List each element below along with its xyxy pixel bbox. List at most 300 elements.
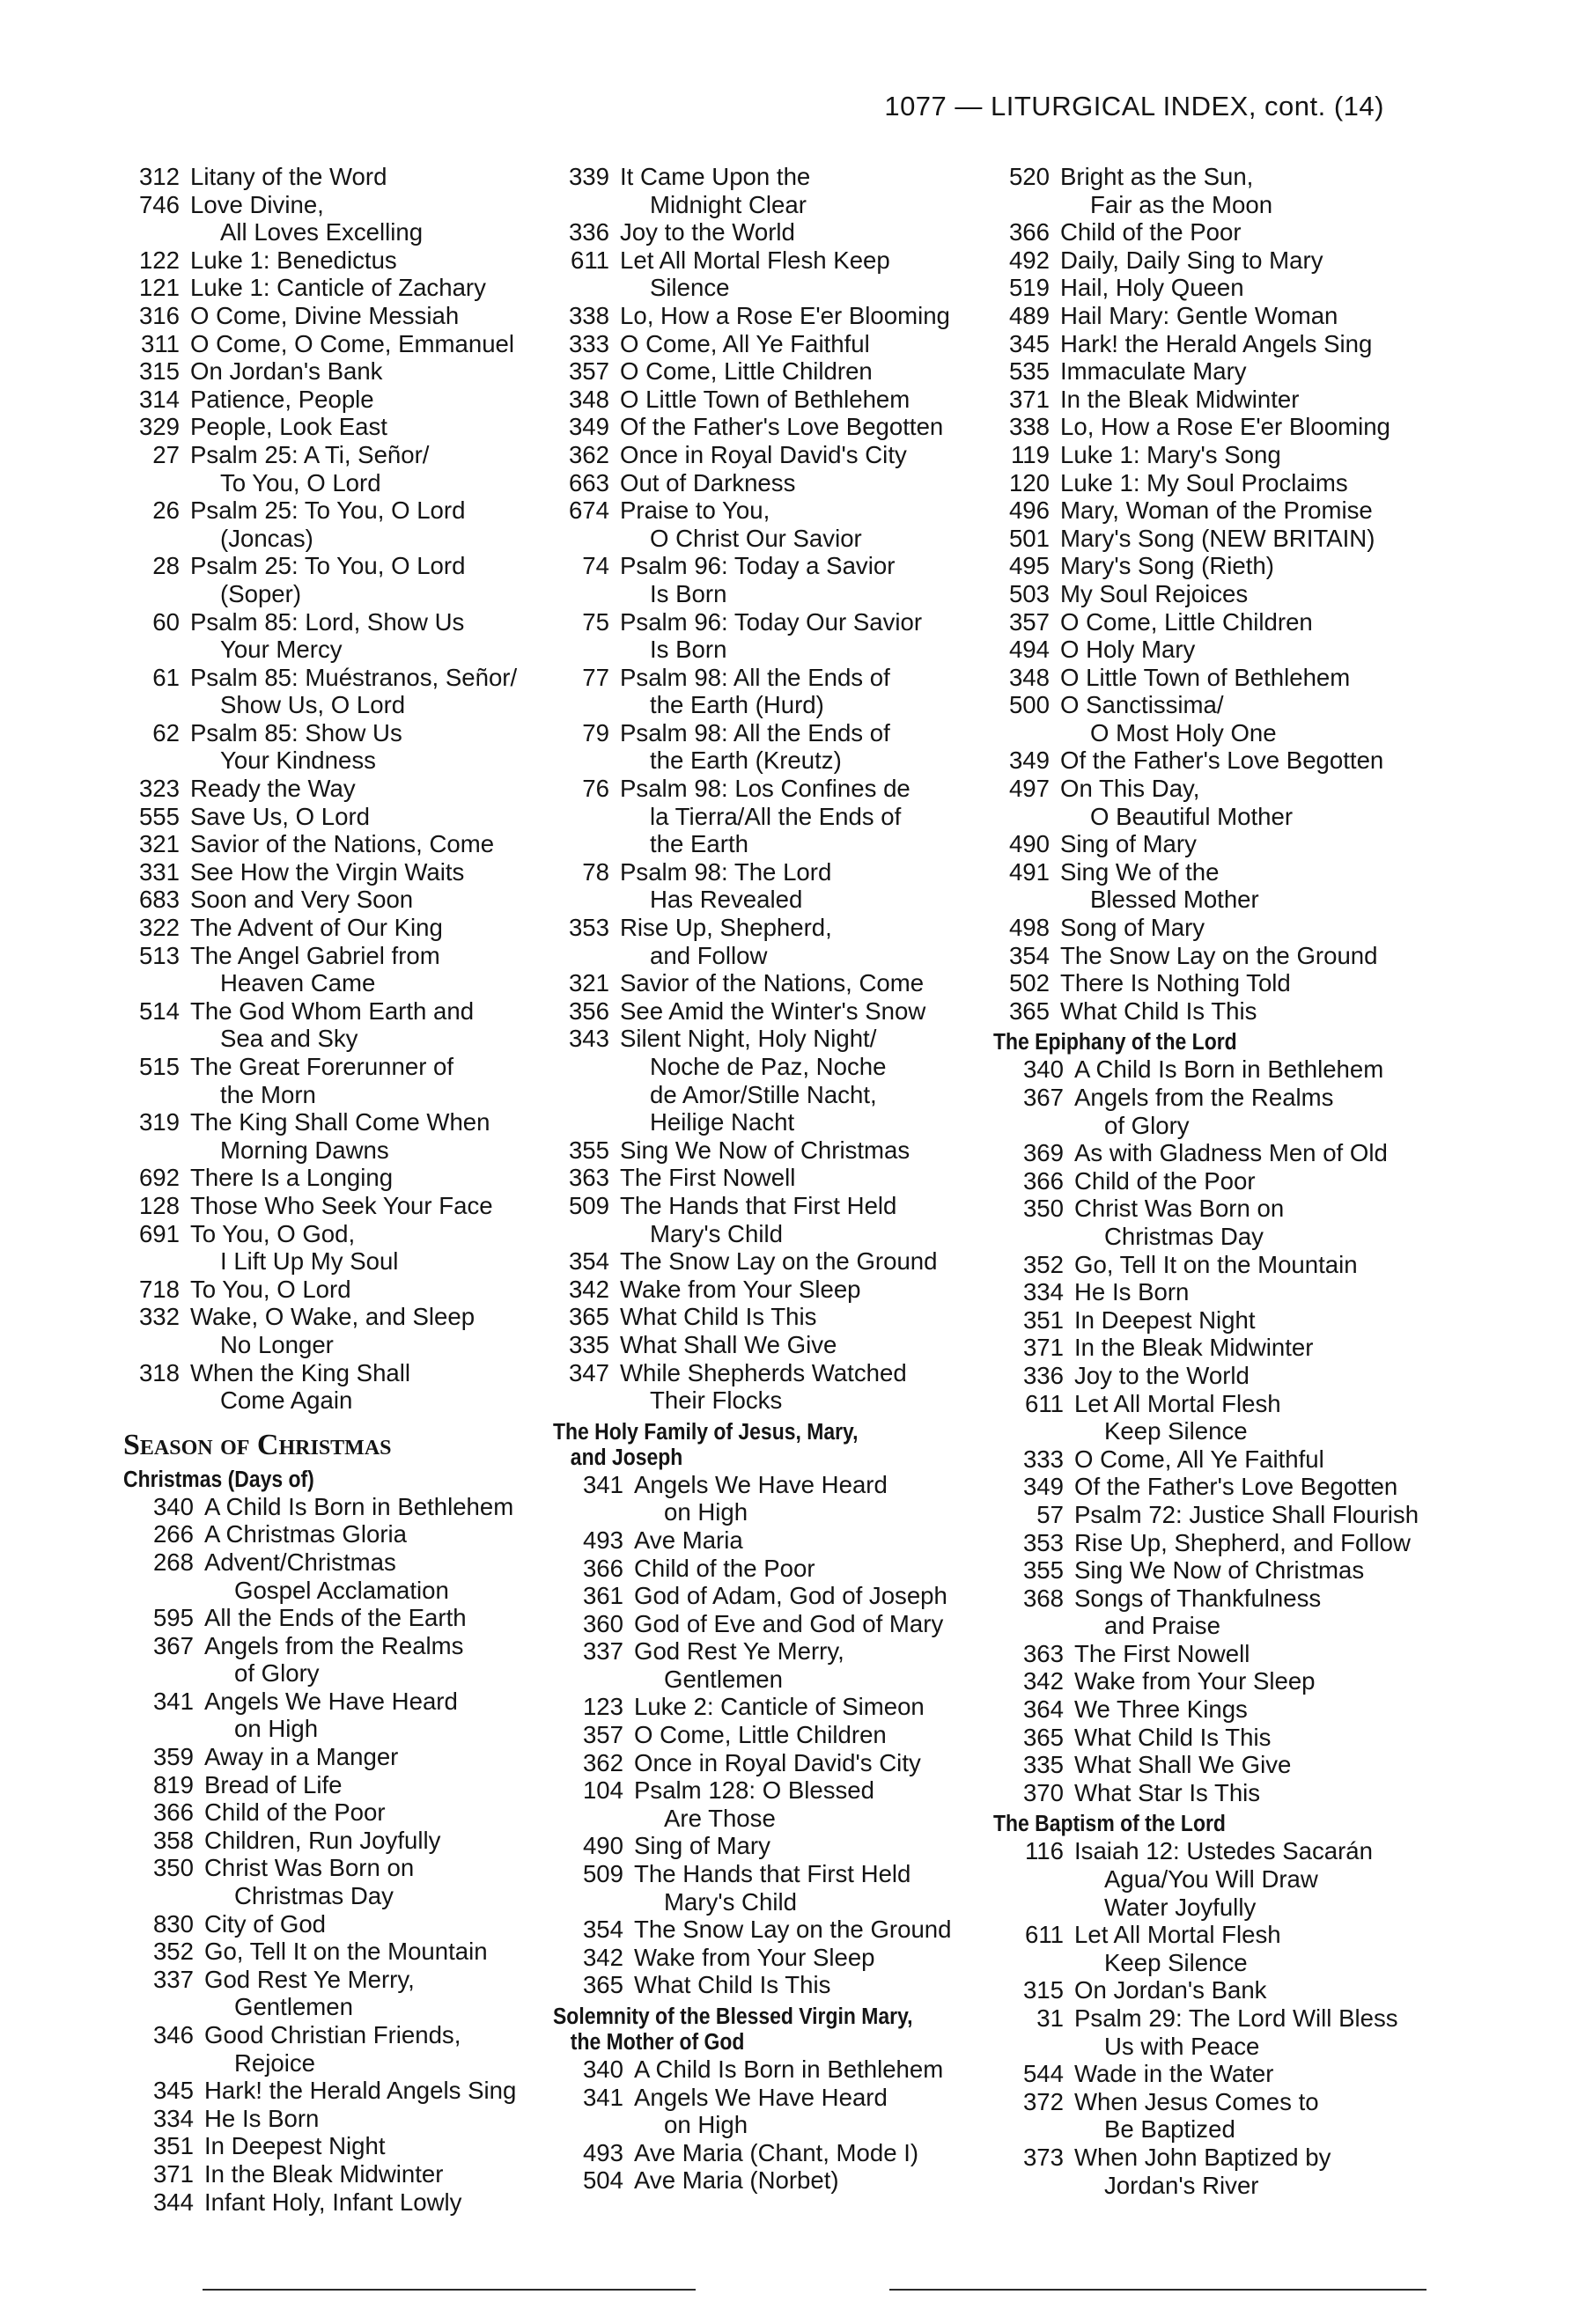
hymn-title bbox=[620, 914, 1011, 969]
hymn-number: 78 bbox=[582, 857, 609, 886]
hymn-number: 321 bbox=[138, 830, 180, 858]
hymn-title bbox=[620, 1192, 1011, 1247]
index-entry bbox=[553, 2056, 1011, 2084]
hymn-number: 357 bbox=[568, 357, 609, 386]
hymn-title bbox=[1074, 2088, 1451, 2144]
hymn-title-line: We Three Kings bbox=[1074, 1695, 1248, 1724]
hymn-number: 595 bbox=[152, 1604, 194, 1632]
index-entry bbox=[553, 1860, 1011, 1916]
hymn-title bbox=[190, 1192, 581, 1220]
hymn-number: 60 bbox=[152, 607, 180, 636]
hymn-title bbox=[1060, 274, 1451, 302]
index-entry bbox=[553, 246, 1011, 302]
hymn-title bbox=[1074, 1334, 1451, 1362]
index-entry bbox=[993, 1473, 1451, 1501]
hymn-title-line: Child of the Poor bbox=[204, 1798, 386, 1827]
hymn-number: 514 bbox=[138, 997, 180, 1025]
hymn-title-line: Mary's Song (Rieth) bbox=[1060, 552, 1274, 580]
hymn-title bbox=[190, 1164, 581, 1192]
hymn-number: 492 bbox=[1008, 246, 1050, 274]
hymn-title-line: Psalm 98: All the Ends of bbox=[620, 663, 890, 691]
footer-rule bbox=[889, 2289, 1426, 2291]
hymn-title bbox=[190, 441, 581, 496]
hymn-number: 490 bbox=[1008, 830, 1050, 858]
hymn-title-line: Christmas Day bbox=[234, 1882, 394, 1910]
hymn-title-line: God Rest Ye Merry, bbox=[204, 1965, 415, 1993]
hymn-title bbox=[1074, 1837, 1451, 1921]
hymn-title-line: Sing We Now of Christmas bbox=[1074, 1556, 1365, 1585]
index-entry bbox=[993, 1084, 1451, 1139]
hymn-title-line: Angels from the Realms bbox=[1074, 1084, 1334, 1111]
hymn-title-line: la Tierra/All the Ends of bbox=[650, 802, 902, 830]
hymn-title bbox=[1074, 1667, 1451, 1695]
hymn-title-line: Rejoice bbox=[234, 2048, 316, 2077]
hymn-title bbox=[634, 1971, 1011, 1999]
hymn-title bbox=[204, 1632, 581, 1688]
hymn-title-line: God Rest Ye Merry, bbox=[634, 1637, 844, 1666]
hymn-title bbox=[190, 775, 581, 803]
hymn-title-line: It Came Upon the bbox=[620, 163, 811, 190]
hymn-title-line: Agua/You Will Draw bbox=[1104, 1865, 1318, 1894]
occasion-heading-line: Christmas (Days of) bbox=[123, 1467, 314, 1492]
hymn-title-line: O Little Town of Bethlehem bbox=[620, 385, 910, 413]
index-entry bbox=[993, 330, 1451, 358]
hymn-title-line: What Shall We Give bbox=[620, 1330, 837, 1358]
index-entry bbox=[553, 218, 1011, 246]
hymn-number: 371 bbox=[1022, 1334, 1064, 1362]
index-entry bbox=[123, 2132, 581, 2160]
occasion-heading-line: and Joseph bbox=[570, 1445, 683, 1470]
hymn-number: 340 bbox=[582, 2056, 623, 2083]
hymn-title-line: Bread of Life bbox=[204, 1770, 343, 1798]
hymn-title-line: Once in Royal David's City bbox=[620, 440, 907, 468]
hymn-title-line: In Deepest Night bbox=[1074, 1305, 1256, 1334]
hymn-title-line: Songs of Thankfulness bbox=[1074, 1584, 1322, 1612]
hymn-number: 366 bbox=[1022, 1166, 1064, 1195]
hymn-title bbox=[620, 163, 1011, 218]
hymn-title bbox=[1060, 775, 1451, 830]
hymn-number: 691 bbox=[138, 1219, 180, 1247]
running-head: 1077 — LITURGICAL INDEX, cont. (14) bbox=[884, 91, 1384, 121]
hymn-title-line: Luke 2: Canticle of Simeon bbox=[634, 1693, 925, 1721]
hymn-title-line: Let All Mortal Flesh bbox=[1074, 1921, 1281, 1949]
hymn-title-line: Of the Father's Love Begotten bbox=[1060, 746, 1384, 775]
hymn-number: 104 bbox=[582, 1776, 623, 1805]
hymn-number: 367 bbox=[152, 1631, 194, 1659]
hymn-title bbox=[634, 1860, 1011, 1916]
hymn-title bbox=[190, 1303, 581, 1358]
hymn-number: 357 bbox=[1008, 607, 1050, 636]
index-entry bbox=[123, 858, 581, 886]
hymn-title bbox=[634, 1693, 1011, 1721]
hymn-title-line: the Morn bbox=[220, 1080, 316, 1108]
hymn-title bbox=[190, 997, 581, 1053]
hymn-title bbox=[1060, 830, 1451, 858]
hymn-title-line: What Child Is This bbox=[1060, 997, 1257, 1025]
occasion-heading bbox=[123, 1467, 535, 1493]
hymn-title bbox=[1074, 1976, 1451, 2004]
hymn-number: 520 bbox=[1008, 163, 1050, 190]
hymn-title bbox=[634, 1832, 1011, 1860]
hymn-title bbox=[1060, 580, 1451, 608]
hymn-title-line: of Glory bbox=[234, 1659, 320, 1688]
hymn-title-line: Psalm 96: Today a Savior bbox=[620, 552, 896, 580]
hymn-number: 361 bbox=[582, 1582, 623, 1610]
hymn-number: 343 bbox=[568, 1025, 609, 1053]
hymn-number: 315 bbox=[138, 357, 180, 386]
hymn-title-line: Luke 1: Canticle of Zachary bbox=[190, 274, 486, 302]
hymn-number: 350 bbox=[152, 1854, 194, 1882]
index-entry bbox=[993, 858, 1451, 914]
index-entry bbox=[553, 469, 1011, 497]
hymn-title bbox=[204, 1771, 581, 1799]
hymn-number: 372 bbox=[1022, 2087, 1064, 2115]
hymn-title-line: Come Again bbox=[220, 1386, 353, 1415]
hymn-title-line: Of the Father's Love Begotten bbox=[620, 413, 944, 441]
hymn-number: 336 bbox=[568, 218, 609, 246]
index-entry bbox=[993, 1751, 1451, 1779]
index-entry bbox=[553, 302, 1011, 330]
hymn-title bbox=[1074, 1724, 1451, 1752]
hymn-title-line: Advent/Christmas bbox=[204, 1548, 396, 1576]
hymn-title bbox=[204, 1548, 581, 1604]
index-entry bbox=[553, 1359, 1011, 1415]
hymn-title-line: I Lift Up My Soul bbox=[220, 1247, 399, 1276]
hymn-title-line: Fair as the Moon bbox=[1090, 190, 1273, 218]
index-entry bbox=[993, 357, 1451, 386]
index-entry bbox=[993, 1556, 1451, 1585]
season-heading: Season of Christmas bbox=[123, 1428, 392, 1461]
hymn-title-line: on High bbox=[664, 2111, 748, 2139]
hymn-title-line: Joy to the World bbox=[1074, 1361, 1250, 1389]
index-entry bbox=[553, 386, 1011, 414]
hymn-title bbox=[190, 274, 581, 302]
hymn-title-line: As with Gladness Men of Old bbox=[1074, 1139, 1388, 1167]
hymn-number: 509 bbox=[582, 1860, 623, 1888]
hymn-title bbox=[190, 302, 581, 330]
occasion-heading bbox=[553, 2004, 965, 2056]
hymn-number: 504 bbox=[582, 2166, 623, 2195]
index-entry bbox=[553, 1276, 1011, 1304]
hymn-title bbox=[620, 357, 1011, 386]
hymn-title-line: The Snow Lay on the Ground bbox=[634, 1916, 952, 1944]
hymn-title-line: (Joncas) bbox=[220, 524, 313, 552]
hymn-title-line: The King Shall Come When bbox=[190, 1108, 490, 1136]
hymn-number: 366 bbox=[1008, 218, 1050, 246]
hymn-number: 368 bbox=[1022, 1584, 1064, 1612]
hymn-title-line: Jordan's River bbox=[1104, 2171, 1259, 2199]
hymn-number: 335 bbox=[568, 1330, 609, 1358]
hymn-number: 519 bbox=[1008, 274, 1050, 302]
hymn-title bbox=[204, 1854, 581, 1909]
hymn-number: 498 bbox=[1008, 914, 1050, 942]
hymn-number: 356 bbox=[568, 997, 609, 1025]
hymn-title bbox=[620, 496, 1011, 552]
hymn-title-line: Ave Maria (Chant, Mode I) bbox=[634, 2138, 919, 2166]
hymn-title bbox=[190, 942, 581, 997]
hymn-title-line: Psalm 98: Los Confines de bbox=[620, 775, 910, 803]
hymn-title-line: on High bbox=[234, 1715, 319, 1743]
hymn-title bbox=[1060, 413, 1451, 441]
hymn-title bbox=[634, 1749, 1011, 1777]
index-entry bbox=[993, 1195, 1451, 1250]
hymn-number: 354 bbox=[582, 1916, 623, 1944]
hymn-title-line: Christ Was Born on bbox=[1074, 1195, 1285, 1223]
hymn-title bbox=[634, 1776, 1011, 1832]
hymn-title-line: Isaiah 12: Ustedes Sacarán bbox=[1074, 1837, 1373, 1865]
occasion-heading-line: The Holy Family of Jesus, Mary, bbox=[553, 1419, 859, 1445]
index-entry bbox=[123, 719, 581, 775]
index-entry bbox=[553, 1916, 1011, 1944]
index-entry bbox=[123, 942, 581, 997]
index-column-2 bbox=[553, 163, 1011, 2195]
index-entry bbox=[553, 775, 1011, 858]
hymn-number: 365 bbox=[568, 1303, 609, 1331]
hymn-number: 496 bbox=[1008, 496, 1050, 525]
hymn-title bbox=[620, 997, 1011, 1026]
index-entry bbox=[553, 1247, 1011, 1276]
hymn-title-line: Christmas Day bbox=[1104, 1222, 1264, 1250]
hymn-number: 367 bbox=[1022, 1084, 1064, 1111]
hymn-title-line: The Angel Gabriel from bbox=[190, 941, 440, 969]
index-entry bbox=[553, 2139, 1011, 2167]
hymn-title-line: He Is Born bbox=[204, 2104, 320, 2132]
index-entry bbox=[993, 997, 1451, 1026]
hymn-number: 312 bbox=[138, 163, 180, 190]
hymn-title-line: Us with Peace bbox=[1104, 2032, 1260, 2060]
hymn-number: 348 bbox=[568, 385, 609, 413]
hymn-title-line: Savior of the Nations, Come bbox=[190, 830, 495, 858]
hymn-title-line: See Amid the Winter's Snow bbox=[620, 997, 926, 1025]
index-entry bbox=[553, 664, 1011, 719]
hymn-title-line: Wake, O Wake, and Sleep bbox=[190, 1303, 476, 1331]
hymn-number: 509 bbox=[568, 1191, 609, 1219]
hymn-title-line: Love Divine, bbox=[190, 190, 324, 218]
hymn-number: 353 bbox=[568, 914, 609, 942]
hymn-title bbox=[620, 330, 1011, 358]
index-entry bbox=[123, 2160, 581, 2188]
hymn-title bbox=[190, 719, 581, 775]
index-entry bbox=[993, 664, 1451, 692]
hymn-number: 340 bbox=[152, 1492, 194, 1520]
hymn-title bbox=[190, 886, 581, 914]
index-entry bbox=[553, 441, 1011, 469]
index-entry bbox=[553, 608, 1011, 664]
hymn-title-line: Psalm 98: All the Ends of bbox=[620, 718, 890, 746]
hymn-title bbox=[620, 302, 1011, 330]
index-entry bbox=[553, 1025, 1011, 1136]
hymn-title-line: Out of Darkness bbox=[620, 468, 796, 496]
hymn-number: 123 bbox=[582, 1693, 623, 1721]
hymn-title-line: Their Flocks bbox=[650, 1386, 783, 1415]
hymn-title-line: the Earth (Kreutz) bbox=[650, 746, 842, 775]
hymn-title bbox=[1074, 1529, 1451, 1557]
hymn-number: 366 bbox=[582, 1554, 623, 1582]
hymn-title-line: of Glory bbox=[1104, 1111, 1190, 1139]
hymn-title-line: Sea and Sky bbox=[220, 1025, 358, 1053]
hymn-number: 746 bbox=[138, 190, 180, 218]
hymn-title-line: All Loves Excelling bbox=[220, 218, 424, 246]
index-column-3 bbox=[993, 163, 1451, 2199]
hymn-title bbox=[620, 218, 1011, 246]
hymn-title-line: Wake from Your Sleep bbox=[620, 1275, 861, 1303]
hymn-title-line: Let All Mortal Flesh bbox=[1074, 1389, 1281, 1417]
hymn-number: 364 bbox=[1022, 1695, 1064, 1724]
hymn-title bbox=[634, 1582, 1011, 1610]
hymn-number: 331 bbox=[138, 857, 180, 886]
hymn-title-line: Mary's Child bbox=[664, 1887, 797, 1916]
hymn-title-line: Ready the Way bbox=[190, 775, 356, 803]
hymn-title-line: God of Adam, God of Joseph bbox=[634, 1582, 947, 1610]
index-entry bbox=[123, 830, 581, 858]
hymn-number: 268 bbox=[152, 1548, 194, 1576]
index-entry bbox=[993, 1529, 1451, 1557]
hymn-title bbox=[1060, 357, 1451, 386]
index-entry bbox=[123, 1548, 581, 1604]
index-entry bbox=[993, 1695, 1451, 1724]
hymn-number: 674 bbox=[568, 496, 609, 525]
hymn-title-line: Gentlemen bbox=[664, 1665, 783, 1693]
hymn-number: 347 bbox=[568, 1358, 609, 1386]
hymn-title-line: Psalm 85: Show Us bbox=[190, 718, 402, 746]
hymn-number: 370 bbox=[1022, 1778, 1064, 1806]
hymn-title bbox=[1074, 2004, 1451, 2060]
hymn-number: 351 bbox=[1022, 1305, 1064, 1334]
index-entry bbox=[993, 1055, 1451, 1084]
hymn-number: 332 bbox=[138, 1303, 180, 1331]
hymn-title bbox=[190, 664, 581, 719]
index-entry bbox=[993, 2004, 1451, 2060]
hymn-title-line: Angels We Have Heard bbox=[634, 2083, 888, 2111]
hymn-title-line: Child of the Poor bbox=[634, 1554, 815, 1582]
hymn-title-line: Go, Tell It on the Mountain bbox=[204, 1938, 488, 1966]
hymn-number: 346 bbox=[152, 2021, 194, 2048]
hymn-title-line: Angels from the Realms bbox=[204, 1631, 464, 1659]
hymn-title-line: A Child Is Born in Bethlehem bbox=[634, 2056, 944, 2083]
hymn-number: 354 bbox=[1008, 941, 1050, 969]
index-entry bbox=[123, 330, 581, 358]
hymn-title bbox=[204, 2132, 581, 2160]
hymn-title-line: O Christ Our Savior bbox=[650, 524, 862, 552]
hymn-title bbox=[1074, 1556, 1451, 1585]
hymn-title-line: Infant Holy, Infant Lowly bbox=[204, 2188, 462, 2216]
hymn-title-line: The Snow Lay on the Ground bbox=[1060, 941, 1378, 969]
hymn-title-line: Wake from Your Sleep bbox=[634, 1943, 875, 1971]
hymn-title-line: The Great Forerunner of bbox=[190, 1053, 454, 1080]
hymn-title-line: Child of the Poor bbox=[1074, 1166, 1256, 1195]
hymn-title bbox=[204, 1604, 581, 1632]
hymn-title bbox=[1074, 1390, 1451, 1445]
hymn-number: 122 bbox=[138, 246, 180, 274]
hymn-title-line: Wade in the Water bbox=[1074, 2060, 1274, 2088]
hymn-title bbox=[634, 1526, 1011, 1555]
hymn-title bbox=[204, 1688, 581, 1743]
index-entry bbox=[993, 1362, 1451, 1390]
hymn-number: 363 bbox=[568, 1164, 609, 1192]
index-entry bbox=[993, 1167, 1451, 1195]
hymn-title bbox=[204, 1743, 581, 1771]
index-entry bbox=[553, 969, 1011, 997]
hymn-title bbox=[190, 1359, 581, 1415]
hymn-title bbox=[190, 608, 581, 664]
hymn-number: 495 bbox=[1008, 552, 1050, 580]
index-entry bbox=[553, 1776, 1011, 1832]
index-entry bbox=[553, 1303, 1011, 1331]
hymn-number: 351 bbox=[152, 2132, 194, 2160]
hymn-title-line: Of the Father's Love Begotten bbox=[1074, 1473, 1398, 1501]
hymn-number: 57 bbox=[1036, 1500, 1064, 1528]
hymn-title bbox=[204, 2160, 581, 2188]
occasion-heading-line: the Mother of God bbox=[570, 2030, 745, 2055]
hymn-title-line: On Jordan's Bank bbox=[1074, 1976, 1267, 2004]
index-entry bbox=[993, 1390, 1451, 1445]
hymn-number: 341 bbox=[152, 1687, 194, 1715]
hymn-title bbox=[620, 1164, 1011, 1192]
index-entry bbox=[553, 330, 1011, 358]
index-entry bbox=[123, 274, 581, 302]
index-entry bbox=[993, 1724, 1451, 1752]
hymn-title bbox=[1060, 163, 1451, 218]
hymn-title-line: Lo, How a Rose E'er Blooming bbox=[620, 301, 950, 329]
hymn-title bbox=[1060, 608, 1451, 636]
hymn-title bbox=[204, 1827, 581, 1855]
hymn-title-line: Sing of Mary bbox=[1060, 830, 1197, 858]
index-entry bbox=[123, 2105, 581, 2133]
index-entry bbox=[553, 1582, 1011, 1610]
index-entry bbox=[993, 636, 1451, 664]
hymn-number: 497 bbox=[1008, 775, 1050, 803]
hymn-number: 360 bbox=[582, 1609, 623, 1637]
hymn-title bbox=[634, 1471, 1011, 1526]
hymn-title bbox=[620, 1331, 1011, 1359]
occasion-heading bbox=[553, 1420, 965, 1471]
hymn-title bbox=[190, 858, 581, 886]
hymn-title bbox=[190, 386, 581, 414]
hymn-title-line: Noche de Paz, Noche bbox=[650, 1053, 887, 1080]
hymn-title-line: O Come, Little Children bbox=[1060, 607, 1313, 636]
hymn-title-line: O Most Holy One bbox=[1090, 718, 1277, 746]
hymn-title bbox=[1074, 1167, 1451, 1195]
index-entry bbox=[123, 1276, 581, 1304]
hymn-number: 362 bbox=[582, 1748, 623, 1776]
hymn-number: 76 bbox=[582, 775, 609, 803]
hymn-number: 323 bbox=[138, 775, 180, 803]
index-entry bbox=[993, 469, 1451, 497]
hymn-number: 365 bbox=[582, 1971, 623, 1999]
index-entry bbox=[993, 691, 1451, 746]
hymn-title bbox=[1060, 746, 1451, 775]
hymn-title bbox=[204, 2077, 581, 2105]
hymn-title bbox=[190, 163, 581, 191]
index-entry bbox=[123, 386, 581, 414]
hymn-title bbox=[190, 246, 581, 275]
hymn-number: 513 bbox=[138, 941, 180, 969]
hymn-title-line: Ave Maria bbox=[634, 1526, 743, 1554]
hymn-title bbox=[620, 386, 1011, 414]
hymn-number: 491 bbox=[1008, 857, 1050, 886]
hymn-number: 334 bbox=[152, 2104, 194, 2132]
hymn-number: 819 bbox=[152, 1770, 194, 1798]
index-entry bbox=[123, 997, 581, 1053]
hymn-title-line: Psalm 72: Justice Shall Flourish bbox=[1074, 1500, 1419, 1528]
hymn-title bbox=[204, 2188, 581, 2217]
hymn-number: 337 bbox=[152, 1965, 194, 1993]
hymn-title-line: What Child Is This bbox=[1074, 1723, 1272, 1751]
hymn-number: 77 bbox=[582, 663, 609, 691]
hymn-number: 338 bbox=[568, 301, 609, 329]
hymn-number: 341 bbox=[582, 1470, 623, 1498]
index-entry bbox=[123, 1520, 581, 1548]
